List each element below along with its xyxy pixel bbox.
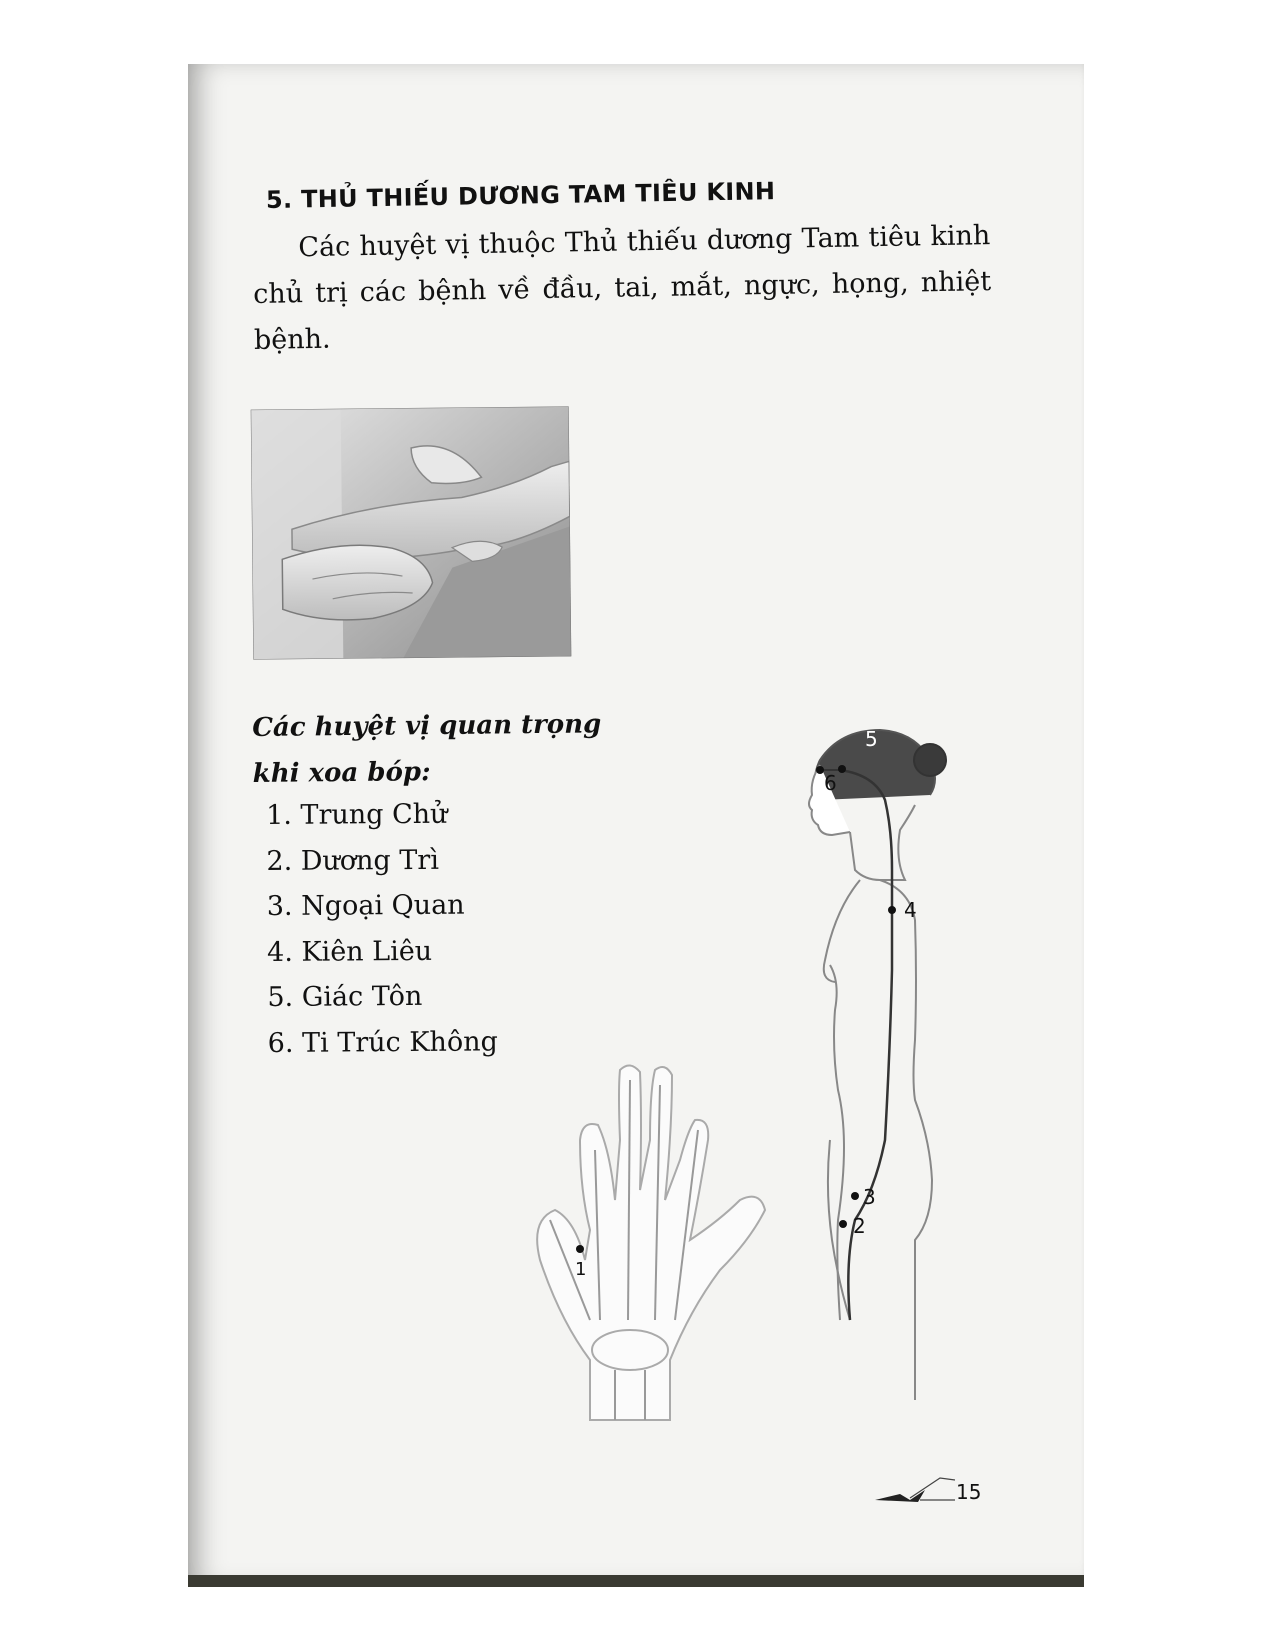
meridian-line (840, 770, 892, 1320)
page-number: 15 (956, 1480, 982, 1504)
important-points-heading-line2: khi xoa bóp: (252, 757, 431, 789)
acupoint-1-label: 1 (575, 1259, 587, 1280)
page-bottom-edge (188, 1575, 1084, 1587)
acupoint-4-label: 4 (904, 898, 917, 922)
acupoint-1-dot (576, 1245, 584, 1253)
list-item: 6. Ti Trúc Không (267, 1025, 498, 1059)
acupoint-list (266, 791, 498, 1066)
acupoint-3-dot (851, 1192, 859, 1200)
acupoint-6-label: 6 (824, 771, 837, 795)
page-ornament-icon (870, 1470, 970, 1510)
section-heading: 5. THỦ THIẾU DƯƠNG TAM TIÊU KINH (265, 177, 776, 214)
important-points-heading-line1: Các huyệt vị quan trọng (252, 709, 602, 743)
hand-skeleton-illustration (537, 1065, 765, 1420)
acupoint-6-dot (816, 766, 824, 774)
acupoint-4-dot (888, 906, 896, 914)
list-item: 5. Giác Tôn (267, 980, 423, 1013)
acupoint-2-label: 2 (853, 1214, 866, 1238)
intro-paragraph: Các huyệt vị thuộc Thủ thiếu dương Tam tiêu kinh chủ trị các bệnh về đầu, tai, mắt, ngực, họng, nhiệt bệnh. (252, 220, 992, 356)
list-item: 4. Kiên Liêu (267, 935, 433, 968)
acupoint-2-dot (839, 1220, 847, 1228)
acupoint-3-label: 3 (863, 1185, 876, 1209)
meridian-diagram (520, 720, 1000, 1440)
massage-photo (251, 406, 572, 659)
acupoint-5-dot (838, 765, 846, 773)
list-item: 2. Dương Trì (266, 844, 440, 877)
list-item: 1. Trung Chử (266, 798, 448, 831)
acupoint-5-label: 5 (865, 727, 878, 751)
list-item: 3. Ngoại Quan (266, 889, 465, 922)
woman-figure-illustration (809, 730, 946, 1400)
